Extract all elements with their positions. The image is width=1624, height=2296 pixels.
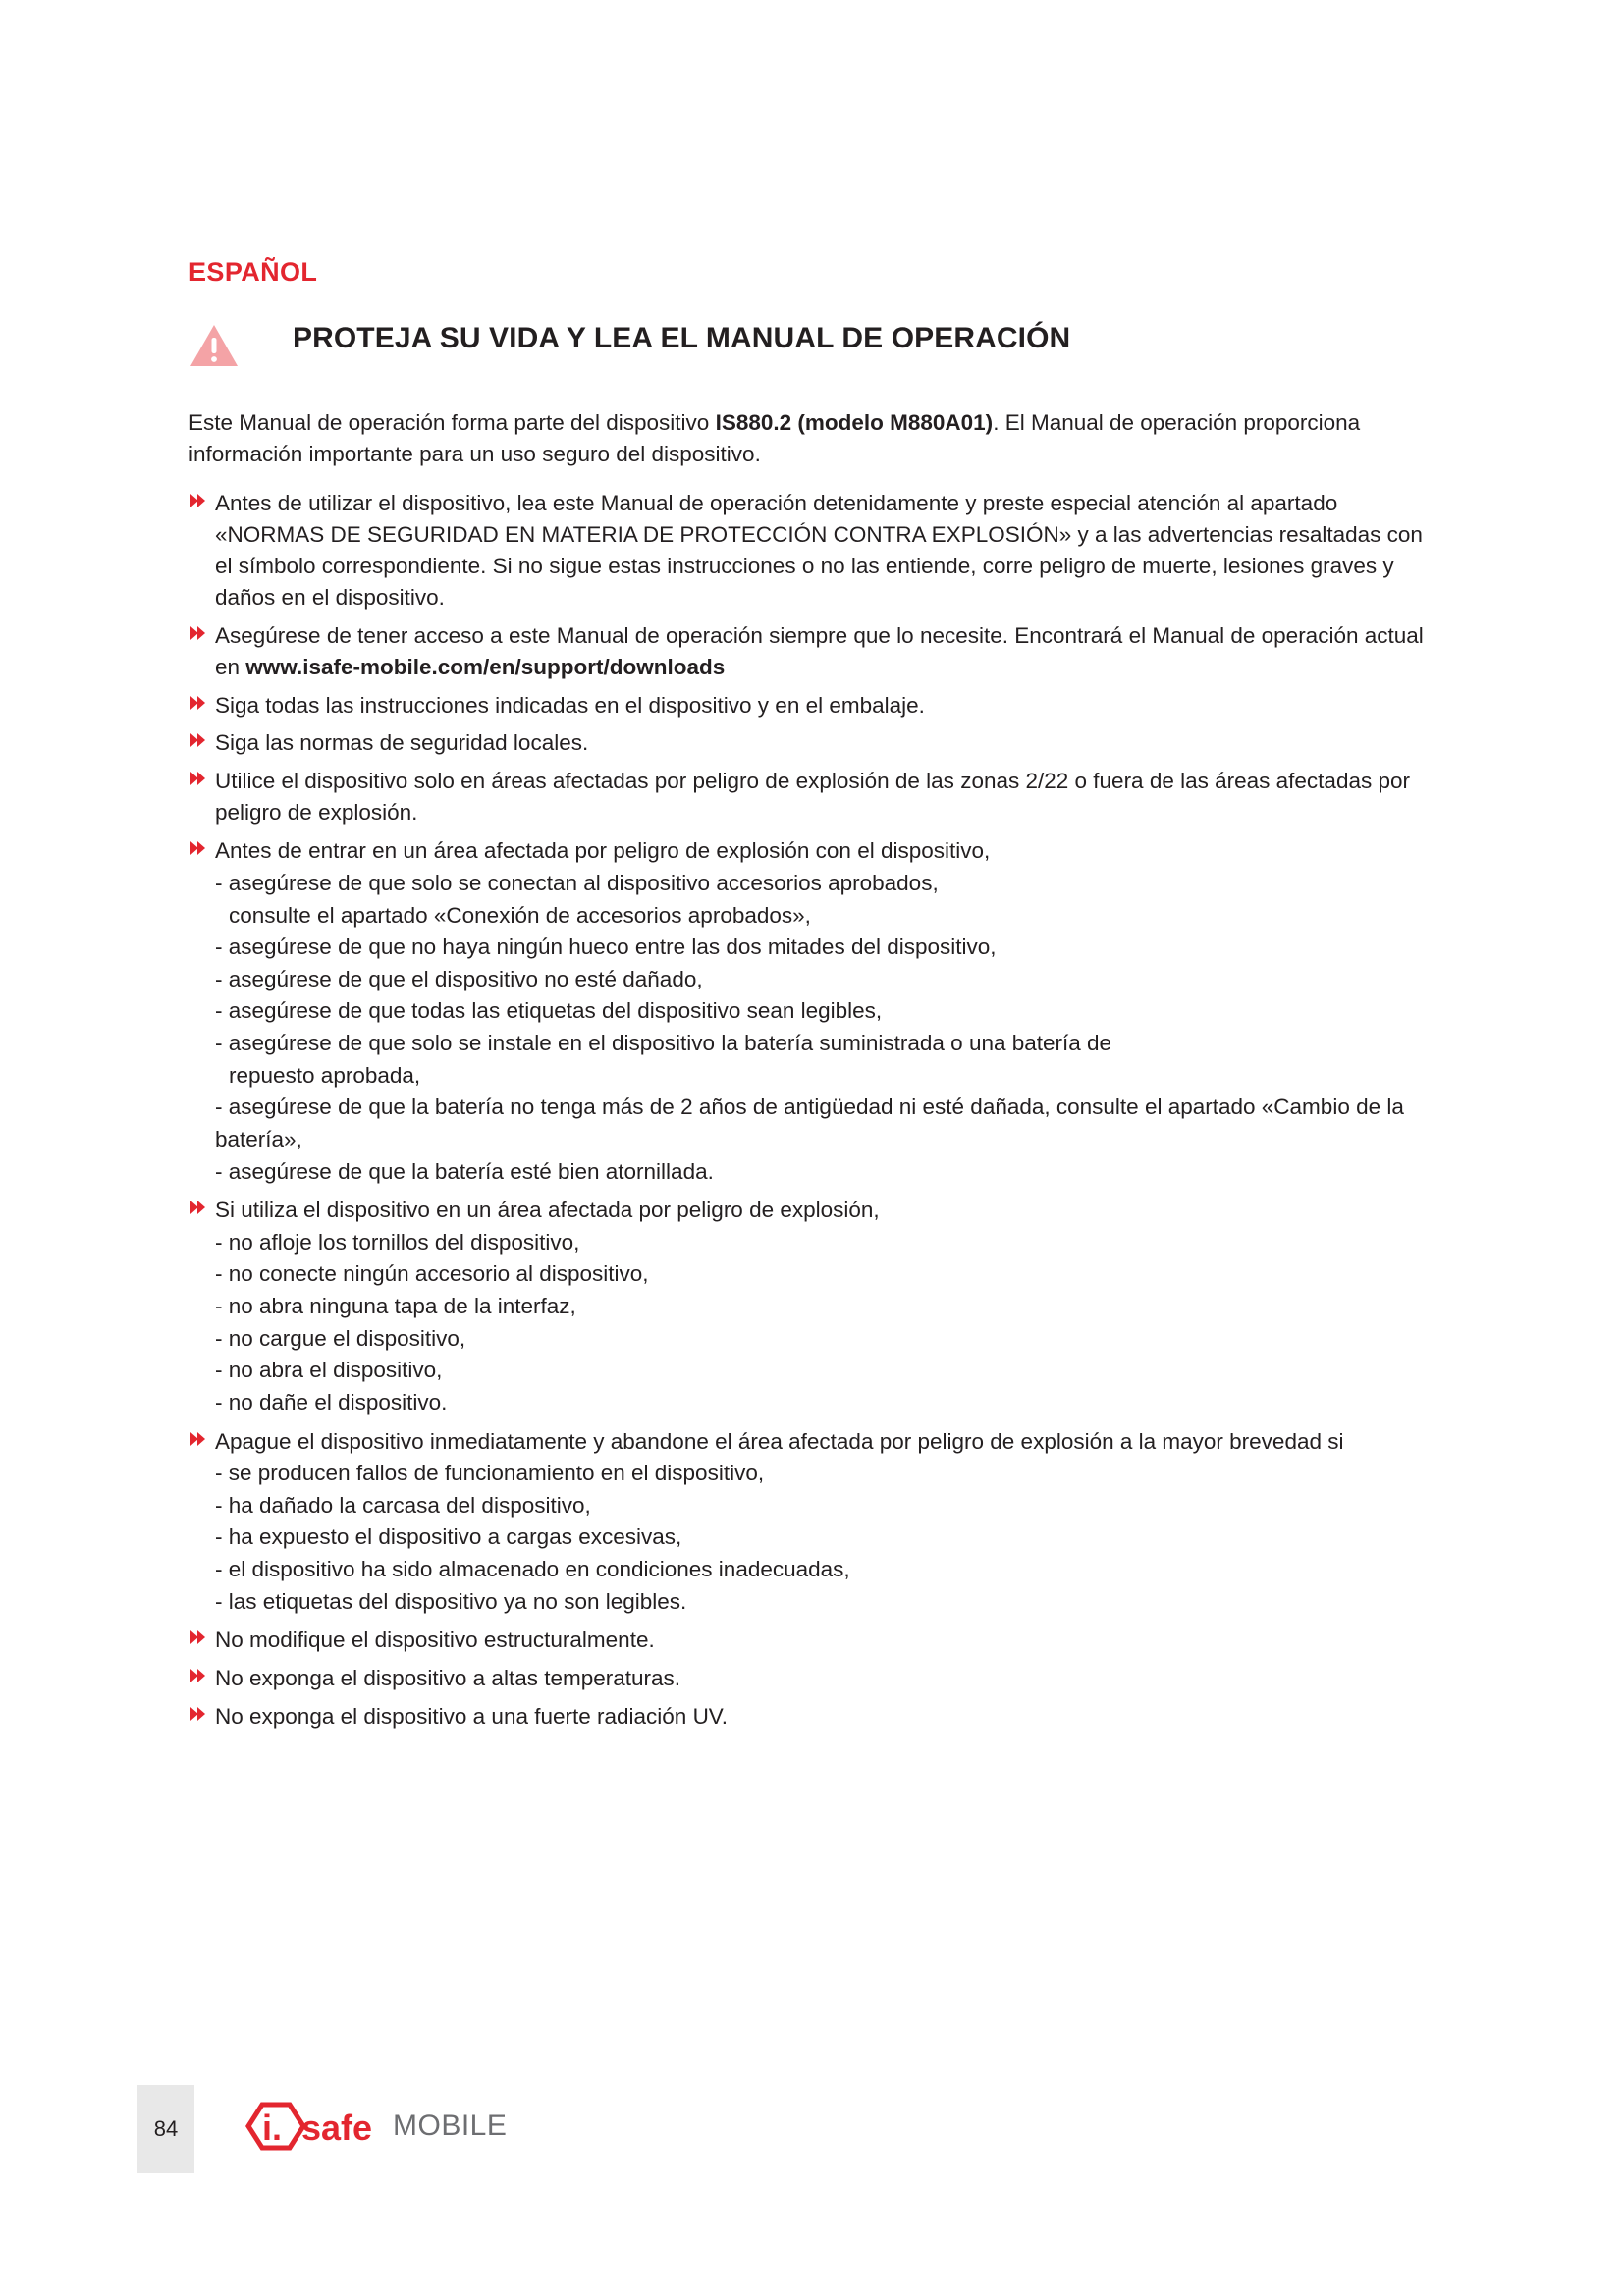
language-heading: ESPAÑOL <box>189 257 318 287</box>
sub-line: - no abra el dispositivo, <box>215 1358 443 1383</box>
list-item-text: Apague el dispositivo inmediatamente y abandone el área afectada por peligro de explosión a la mayor brevedad si <box>215 1428 1344 1454</box>
list-item-text: No exponga el dispositivo a altas temperaturas. <box>215 1666 681 1691</box>
intro-part1: Este Manual de operación forma parte del dispositivo <box>189 410 716 435</box>
sub-line: - asegúrese de que la batería esté bien atornillada. <box>215 1158 714 1184</box>
sub-line: - ha dañado la carcasa del dispositivo, <box>215 1492 591 1518</box>
double-chevron-icon <box>189 1704 208 1726</box>
list-item-text: Antes de utilizar el dispositivo, lea este Manual de operación detenidamente y preste especial atención al apartado «NORMAS DE SEGURIDAD EN MATERIA DE PROTECCIÓN CONTRA EXPLOSIÓN» y a las advertencias resaltadas con el símbolo correspondiente. Si no sigue estas instrucciones o no las entiende, corre peligro de muerte, lesiones graves y daños en el dispositivo. <box>215 490 1423 610</box>
list-item <box>189 488 1435 614</box>
sub-line: - no cargue el dispositivo, <box>215 1325 466 1351</box>
sub-line: - asegúrese de que todas las etiquetas del dispositivo sean legibles, <box>215 998 883 1024</box>
list-item <box>189 690 1435 721</box>
list-item <box>189 766 1435 828</box>
sub-line: consulte el apartado «Conexión de accesorios aprobados», <box>229 902 811 928</box>
sub-line: - no conecte ningún accesorio al dispositivo, <box>215 1261 649 1287</box>
sub-line: - asegúrese de que solo se instale en el dispositivo la batería suministrada o una batería de <box>215 1031 1112 1055</box>
logo-mobile-text: MOBILE <box>393 2109 508 2142</box>
list-item-text: Siga las normas de seguridad locales. <box>215 730 589 756</box>
sub-list <box>215 1458 1435 1618</box>
list-item <box>189 1663 1435 1694</box>
list-item <box>189 1426 1435 1619</box>
page-footer <box>137 2085 1512 2173</box>
double-chevron-icon <box>189 1666 208 1687</box>
sub-line: - no afloje los tornillos del dispositivo, <box>215 1229 580 1255</box>
page-content <box>189 257 1435 1739</box>
sub-line: - ha expuesto el dispositivo a cargas excesivas, <box>215 1524 682 1550</box>
intro-device-model: IS880.2 (modelo M880A01) <box>715 410 994 435</box>
double-chevron-icon <box>189 491 208 512</box>
list-item-text: Utilice el dispositivo solo en áreas afectadas por peligro de explosión de las zonas 2/22 o fuera de las áreas afectadas por peligro de explosión. <box>215 769 1410 826</box>
sub-line: - asegúrese de que solo se conectan al dispositivo accesorios aprobados, <box>215 870 939 895</box>
page-number: 84 <box>137 2085 194 2173</box>
list-item-text: Siga todas las instrucciones indicadas en el dispositivo y en el embalaje. <box>215 692 925 718</box>
svg-text:safe: safe <box>301 2108 373 2148</box>
headline-row <box>189 321 1435 368</box>
list-item-text: No modifique el dispositivo estructuralmente. <box>215 1628 655 1653</box>
list-item-text: Si utiliza el dispositivo en un área afectada por peligro de explosión, <box>215 1198 880 1223</box>
safety-bullet-list <box>189 488 1435 1733</box>
list-item <box>189 727 1435 759</box>
double-chevron-icon <box>189 1198 208 1219</box>
list-item-text: Asegúrese de tener acceso a este Manual de operación siempre que lo necesite. Encontrará el Manual de operación actual en <box>215 622 1424 679</box>
intro-paragraph <box>189 407 1435 470</box>
sub-line: - las etiquetas del dispositivo ya no son legibles. <box>215 1588 687 1614</box>
list-item-text: No exponga el dispositivo a una fuerte radiación UV. <box>215 1704 729 1730</box>
double-chevron-icon <box>189 1429 208 1451</box>
double-chevron-icon <box>189 623 208 645</box>
downloads-url: www.isafe-mobile.com/en/support/downloads <box>245 654 726 679</box>
sub-line: - no dañe el dispositivo. <box>215 1389 448 1415</box>
isafe-logo-icon <box>241 2101 383 2152</box>
list-item <box>189 1195 1435 1418</box>
sub-line: - asegúrese de que no haya ningún hueco entre las dos mitades del dispositivo, <box>215 934 997 960</box>
intro-part2: . El Manual de operación proporciona información importante para un uso seguro del dispositivo. <box>189 410 1361 466</box>
sub-line: repuesto aprobada, <box>229 1062 421 1088</box>
sub-line: - se producen fallos de funcionamiento en el dispositivo, <box>215 1461 765 1486</box>
sub-line: - asegúrese de que la batería no tenga más de 2 años de antigüedad ni esté dañada, consulte el apartado «Cambio de la batería», <box>215 1095 1404 1151</box>
sub-list <box>215 868 1435 1188</box>
warning-triangle-icon <box>189 323 240 368</box>
sub-line: - el dispositivo ha sido almacenado en condiciones inadecuadas, <box>215 1557 850 1581</box>
list-item-text: Antes de entrar en un área afectada por peligro de explosión con el dispositivo, <box>215 838 991 864</box>
double-chevron-icon <box>189 838 208 860</box>
list-item <box>189 835 1435 1188</box>
double-chevron-icon <box>189 730 208 752</box>
list-item <box>189 1701 1435 1733</box>
list-item <box>189 1625 1435 1656</box>
double-chevron-icon <box>189 1628 208 1649</box>
brand-logo <box>241 2101 507 2152</box>
sub-line: - no abra ninguna tapa de la interfaz, <box>215 1294 576 1318</box>
page-title: PROTEJA SU VIDA Y LEA EL MANUAL DE OPERACIÓN <box>293 322 1071 354</box>
sub-line: - asegúrese de que el dispositivo no esté dañado, <box>215 966 703 991</box>
sub-list <box>215 1227 1435 1419</box>
svg-text:i.: i. <box>262 2108 283 2148</box>
list-item <box>189 620 1435 683</box>
double-chevron-icon <box>189 693 208 715</box>
double-chevron-icon <box>189 769 208 790</box>
